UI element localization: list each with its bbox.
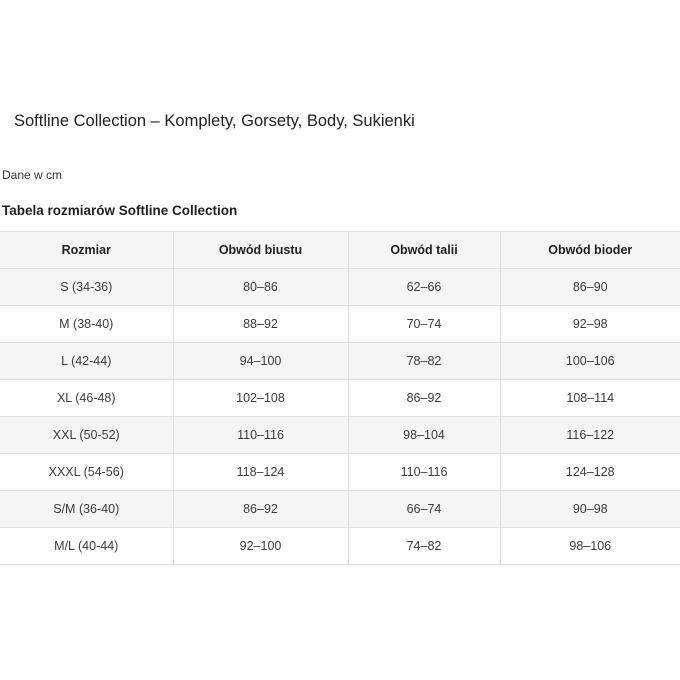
cell-hips: 90–98 [500,491,680,528]
column-header-obwod-talii: Obwód talii [348,232,500,269]
cell-waist: 62–66 [348,269,500,306]
cell-size: XL (46-48) [0,380,173,417]
cell-waist: 74–82 [348,528,500,565]
cell-bust: 102–108 [173,380,348,417]
cell-size: XXL (50-52) [0,417,173,454]
cell-hips: 98–106 [500,528,680,565]
size-table [0,231,680,565]
cell-size: M/L (40-44) [0,528,173,565]
table-row [0,528,680,565]
cell-size: M (38-40) [0,306,173,343]
cell-size: L (42-44) [0,343,173,380]
cell-waist: 86–92 [348,380,500,417]
cell-bust: 118–124 [173,454,348,491]
table-row [0,269,680,306]
cell-hips: 124–128 [500,454,680,491]
table-row [0,491,680,528]
column-header-obwod-bioder: Obwód bioder [500,232,680,269]
column-header-obwod-biustu: Obwód biustu [173,232,348,269]
table-caption: Tabela rozmiarów Softline Collection [2,203,238,218]
cell-bust: 88–92 [173,306,348,343]
cell-bust: 94–100 [173,343,348,380]
unit-note: Dane w cm [2,168,63,182]
table-row [0,306,680,343]
cell-bust: 86–92 [173,491,348,528]
page-title: Softline Collection – Komplety, Gorsety, Body, Sukienki [14,112,415,130]
cell-waist: 98–104 [348,417,500,454]
cell-waist: 110–116 [348,454,500,491]
table-row [0,380,680,417]
cell-bust: 110–116 [173,417,348,454]
cell-waist: 78–82 [348,343,500,380]
cell-size: S/M (36-40) [0,491,173,528]
cell-hips: 108–114 [500,380,680,417]
cell-size: S (34-36) [0,269,173,306]
cell-bust: 92–100 [173,528,348,565]
table-row [0,343,680,380]
cell-waist: 70–74 [348,306,500,343]
cell-hips: 100–106 [500,343,680,380]
cell-hips: 116–122 [500,417,680,454]
cell-bust: 80–86 [173,269,348,306]
cell-waist: 66–74 [348,491,500,528]
header-row [0,232,680,269]
table-row [0,417,680,454]
cell-hips: 92–98 [500,306,680,343]
cell-hips: 86–90 [500,269,680,306]
table-row [0,454,680,491]
cell-size: XXXL (54-56) [0,454,173,491]
column-header-rozmiar: Rozmiar [0,232,173,269]
